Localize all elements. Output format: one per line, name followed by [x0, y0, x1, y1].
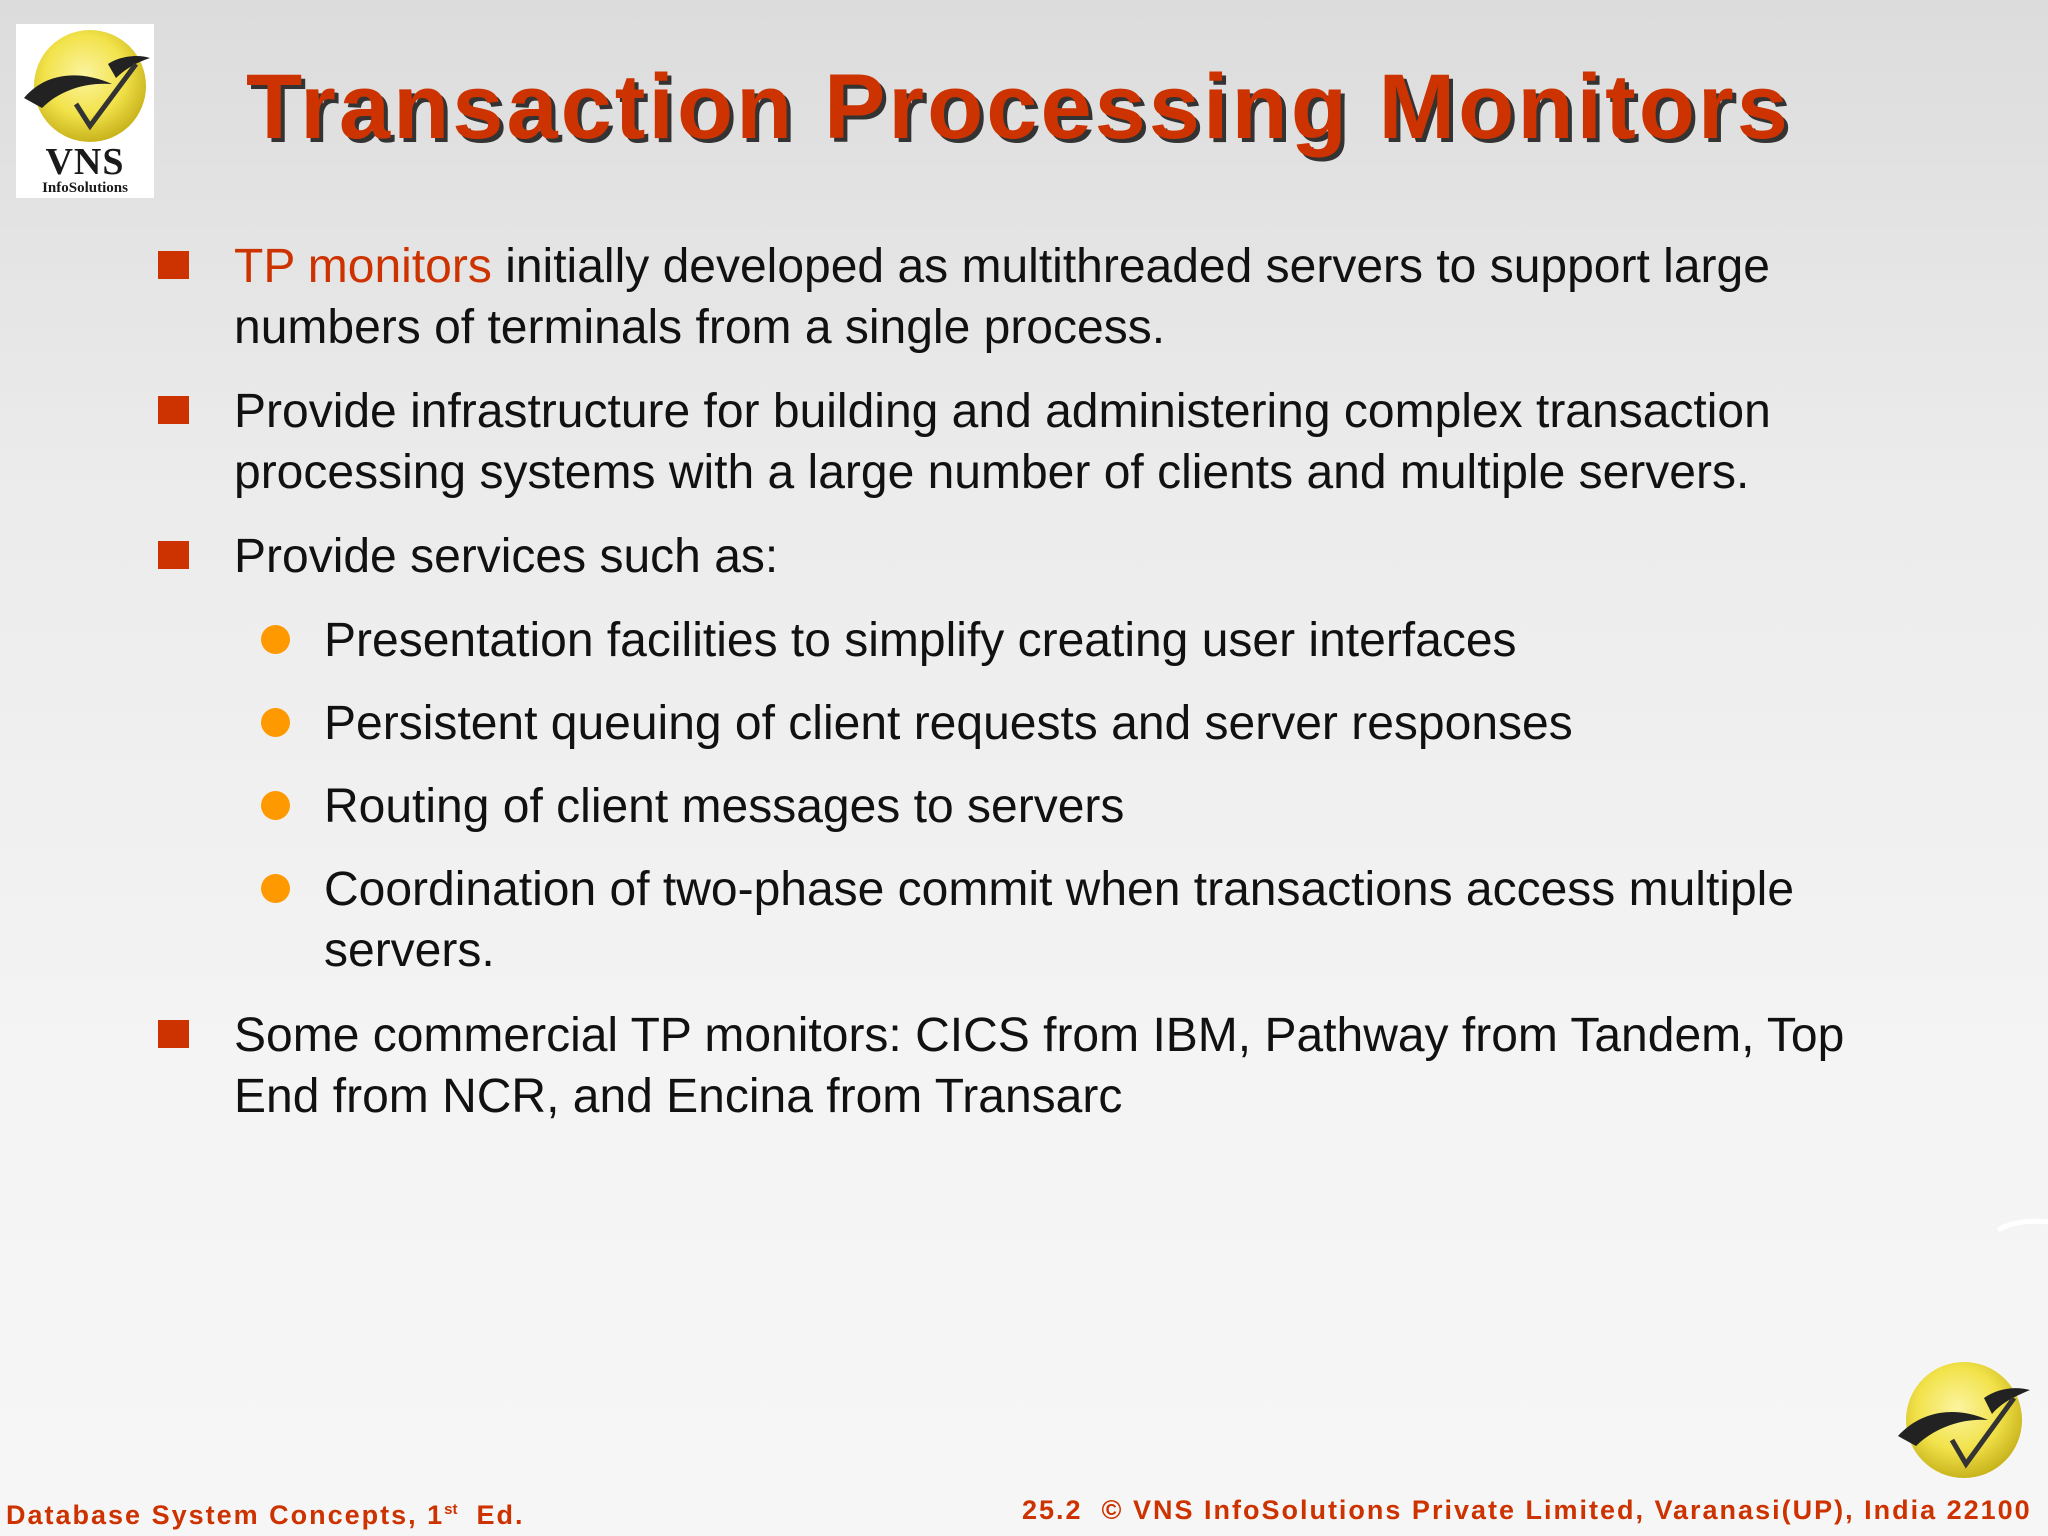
square-bullet-icon — [158, 396, 189, 424]
footer-copyright: 25.2 © VNS InfoSolutions Private Limited, Varanasi(UP), India 22100 — [1022, 1495, 2032, 1525]
sub-bullet-item — [324, 693, 1884, 754]
footer-ordinal: st — [444, 1501, 458, 1518]
swoosh-decoration — [1996, 1218, 2048, 1232]
bullet-text: Persistent queuing of client requests and server responses — [324, 697, 1573, 750]
square-bullet-icon — [158, 541, 189, 569]
sub-bullet-item — [324, 776, 1884, 837]
logo-subtitle: InfoSolutions — [42, 180, 128, 196]
circle-bullet-icon — [261, 708, 290, 737]
sub-bullet-item — [324, 610, 1884, 671]
bullet-text: Some commercial TP monitors: CICS from IBM, Pathway from Tandem, Top End from NCR, and Encina from Transarc — [234, 1009, 1845, 1123]
footer-left — [6, 1493, 525, 1532]
bullet-text: Presentation facilities to simplify creating user interfaces — [324, 614, 1517, 667]
vns-logo — [16, 24, 154, 198]
footer-book-title: Database System Concepts, 1 — [6, 1500, 445, 1530]
bullet-text: Provide services such as: — [234, 530, 779, 583]
bullet-text: Coordination of two-phase commit when transactions access multiple servers. — [324, 863, 1795, 977]
vns-logo-icon — [16, 24, 154, 144]
bullet-text: initially developed as multithreaded servers to support large numbers of terminals from a single process. — [234, 240, 1770, 354]
bullet-item — [234, 236, 1894, 358]
bullet-item — [234, 381, 1894, 503]
footer-right — [1022, 1493, 2032, 1527]
circle-bullet-icon — [261, 791, 290, 820]
logo-name: VNS — [45, 141, 125, 183]
circle-bullet-icon — [261, 874, 290, 903]
square-bullet-icon — [158, 1020, 189, 1048]
square-bullet-icon — [158, 251, 189, 279]
bullet-text: Provide infrastructure for building and administering complex transaction processing systems with a large number of clients and multiple servers. — [234, 385, 1771, 499]
bullet-text: Routing of client messages to servers — [324, 780, 1125, 833]
footer-edition: Ed. — [457, 1500, 525, 1530]
circle-bullet-icon — [261, 625, 290, 654]
vns-logo-small-icon — [1894, 1358, 2032, 1482]
bullet-item — [234, 1005, 1894, 1127]
sub-bullet-item — [324, 859, 1804, 981]
slide-title: Transaction Processing Monitors — [246, 56, 1791, 158]
highlight-term: TP monitors — [234, 240, 492, 293]
bullet-item — [234, 526, 1894, 587]
